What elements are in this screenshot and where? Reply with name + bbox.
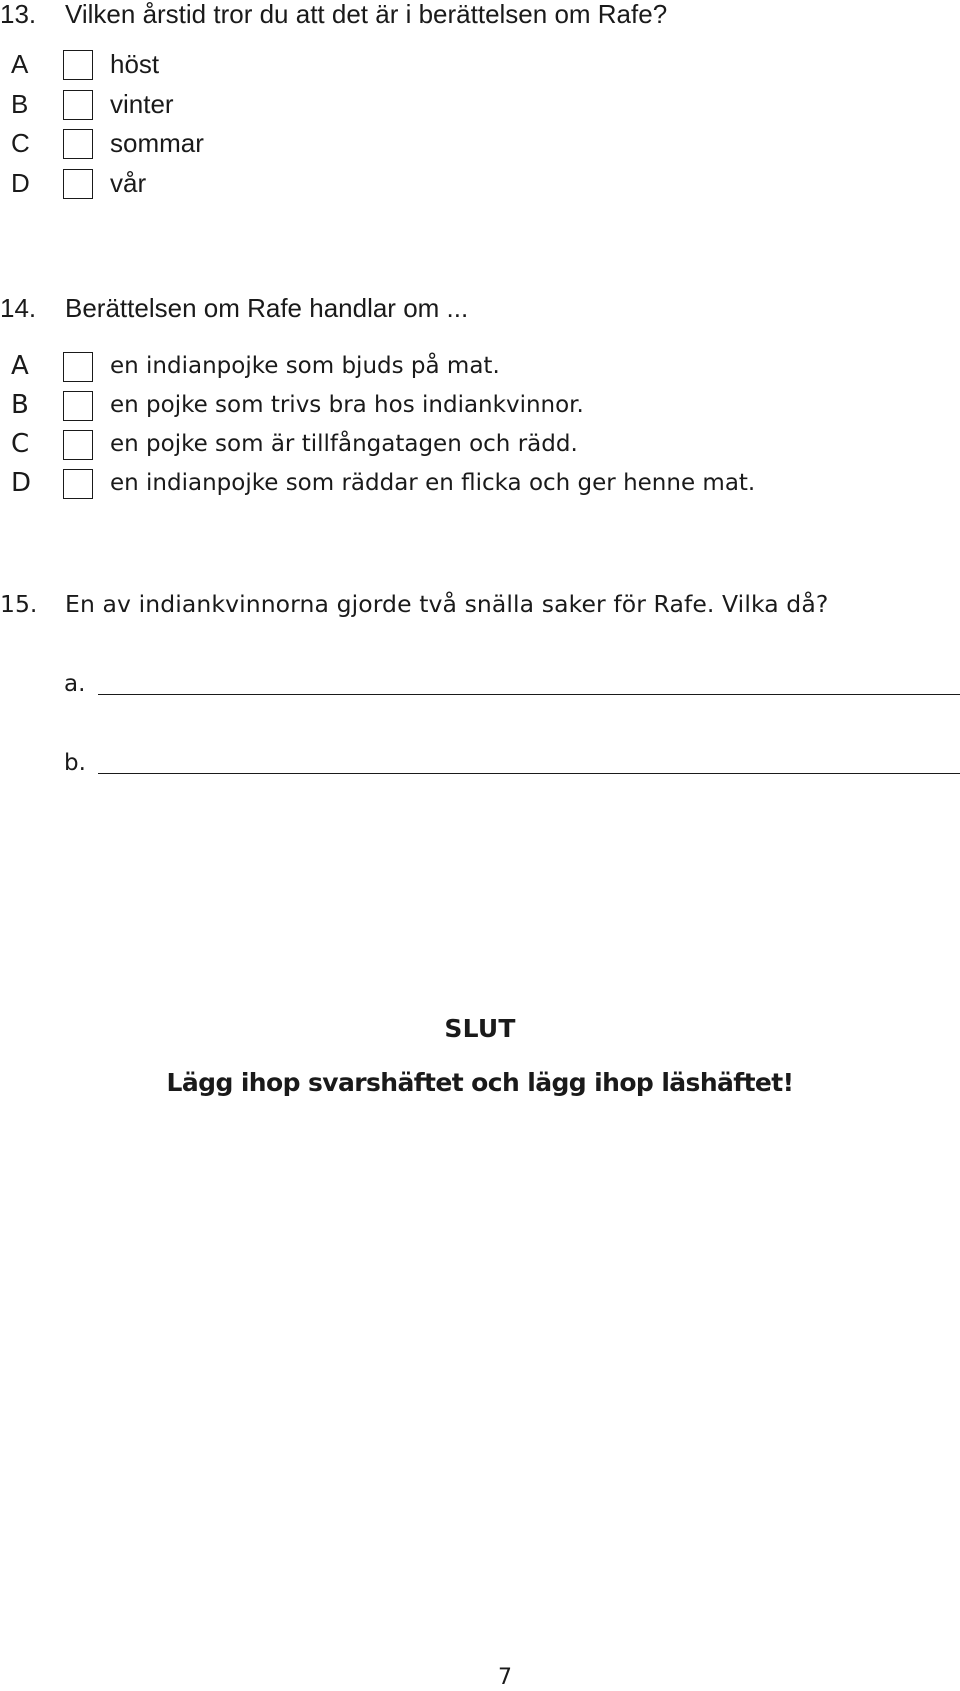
option-b[interactable] [0,85,960,125]
option-label: en indianpojke som räddar en flicka och ger henne mat. [110,470,756,496]
option-b[interactable] [0,386,960,425]
option-letter: A [11,351,29,381]
option-letter: B [11,390,29,420]
option-a[interactable] [0,347,960,386]
answer-label: a. [64,671,86,697]
answer-row-b [64,743,960,783]
end-instruction: Lägg ihop svarshäftet och lägg ihop läshäftet! [166,1068,794,1097]
option-c[interactable] [0,124,960,164]
option-letter: C [11,128,30,158]
option-checkbox[interactable] [63,169,93,199]
option-c[interactable] [0,425,960,464]
question-15-header [0,584,960,624]
question-text: Vilken årstid tror du att det är i berättelsen om Rafe? [65,0,668,29]
option-checkbox[interactable] [63,90,93,120]
end-title: SLUT [444,1014,516,1043]
option-letter: C [11,429,30,459]
option-checkbox[interactable] [63,430,93,460]
question-number: 15. [0,590,38,618]
option-label: höst [110,49,160,79]
question-text: Berättelsen om Rafe handlar om ... [65,293,469,323]
question-text: En av indiankvinnorna gjorde två snälla saker för Rafe. Vilka då? [65,590,829,618]
question-15 [0,584,960,776]
option-letter: B [11,88,29,119]
question-14-header [0,288,960,328]
question-14 [0,288,960,503]
option-label: vår [110,167,147,198]
option-checkbox[interactable] [63,50,93,80]
option-d[interactable] [0,464,960,503]
option-d[interactable] [0,164,960,204]
option-letter: D [11,167,30,198]
answer-row-a [64,664,960,704]
option-checkbox[interactable] [63,391,93,421]
answer-line-b[interactable] [98,773,960,774]
option-letter: A [11,49,29,79]
option-label: en pojke som trivs bra hos indiankvinnor. [110,392,584,418]
option-label: vinter [110,88,174,119]
answer-label: b. [64,750,86,776]
option-a[interactable] [0,45,960,85]
option-checkbox[interactable] [63,352,93,382]
page-number: 7 [498,1665,512,1690]
question-number: 14. [0,293,37,323]
question-13 [0,0,960,203]
option-checkbox[interactable] [63,129,93,159]
answer-line-a[interactable] [98,694,960,695]
option-label: sommar [110,128,204,158]
option-checkbox[interactable] [63,469,93,499]
question-13-header [0,0,960,34]
option-letter: D [11,468,32,498]
option-label: en pojke som är tillfångatagen och rädd. [110,431,578,457]
question-number: 13. [0,0,37,29]
option-label: en indianpojke som bjuds på mat. [110,353,500,379]
